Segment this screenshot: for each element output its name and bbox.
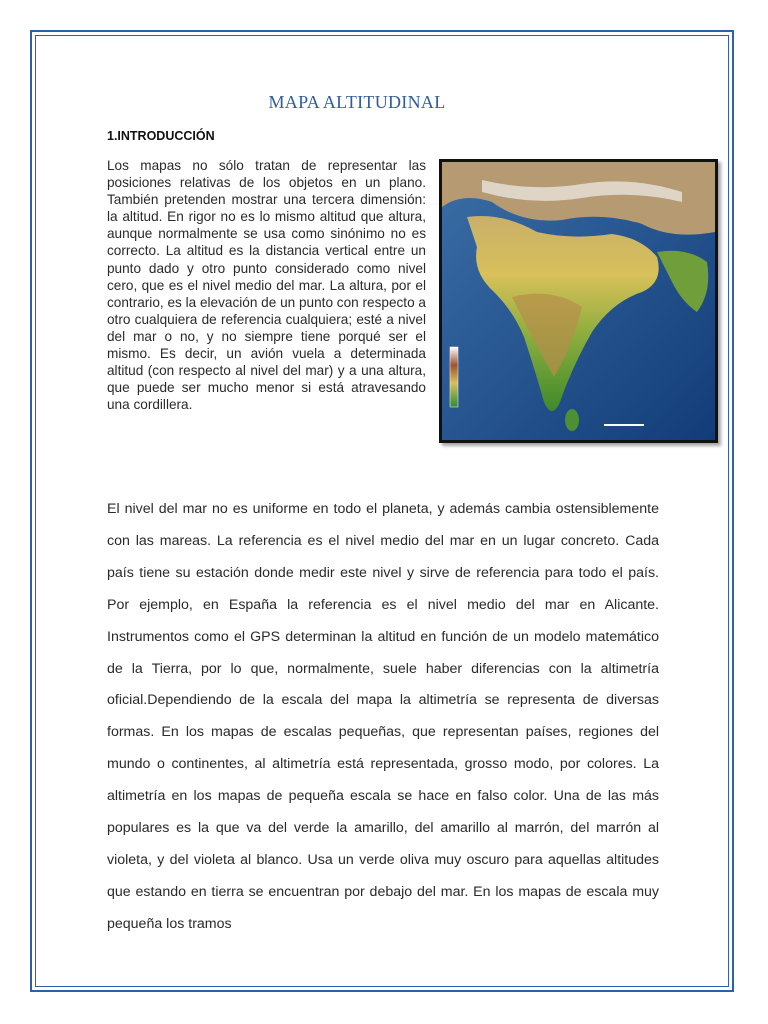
body-paragraph: El nivel del mar no es uniforme en todo el planeta, y además cambia ostensiblemente con las mareas. La referencia es el nivel medio del mar en un lugar concreto. Cada país tiene su estación donde medir este nivel y sirve de referencia para todo el país. Por ejemplo, en España la referencia es el nivel medio del mar en Alicante. Instrumentos como el GPS determinan la altitud en función de un modelo matemático de la Tierra, por lo que, normalmente, suele haber diferencias con la altimetría oficial.Dependiendo de la escala del mapa la altimetría se representa de diversas formas. En los mapas de escalas pequeñas, que representan países, regiones del mundo o continentes, al altimetría está representada, grosso modo, por colores. La altimetría en los mapas de pequeña escala se hace en falso color. Una de las más populares es la que va del verde la amarillo, del amarillo al marrón, del marrón al violeta, y del violeta al blanco. Usa un verde oliva muy oscuro para aquellas altitudes que estando en tierra se encuentran por debajo del mar. En los mapas de escala muy pequeña los tramos (107, 501, 659, 932)
document-title: MAPA ALTITUDINAL (268, 92, 446, 112)
relief-map-image (442, 162, 715, 440)
section-heading: 1.INTRODUCCIÓN (107, 129, 215, 143)
india-relief-map (439, 159, 718, 443)
intro-paragraph: Los mapas no sólo tratan de representar las posiciones relativas de los objetos en un plano. También pretenden mostrar una tercera dimensión: la altitud. En rigor no es lo mismo altitud que altura, aunque normalmente se usa como sinónimo no es correcto. La altitud es la distancia vertical entre un punto dado y otro punto considerado como nivel cero, que es el nivel medio del mar. La altura, por el contrario, es la elevación de un punto con respecto a otro cualquiera de referencia cualquiera; esté a nivel del mar o no, y no siempre tiene porqué ser el mismo. Es decir, un avión vuela a determinada altitud (con respecto al nivel del mar) y a una altura, que puede ser mucho menor si está atravesando una cordillera. (107, 158, 426, 413)
